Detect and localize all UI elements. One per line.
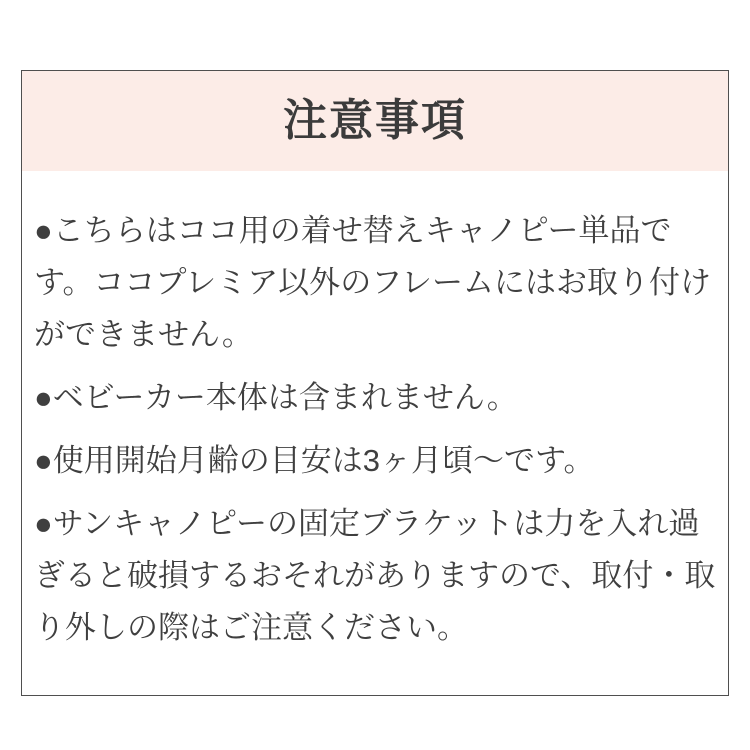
notice-item-text: こちらはココ用の着せ替えキャノピー単品です。ココプレミア以外のフレームにはお取り付けができません。	[34, 213, 712, 352]
notice-item	[34, 372, 716, 424]
notice-item	[34, 205, 716, 361]
notice-body	[22, 171, 728, 697]
bullet-icon: ●	[34, 506, 53, 541]
notice-panel	[21, 70, 729, 696]
notice-item-text: ベビーカー本体は含まれません。	[52, 380, 518, 415]
notice-item	[34, 435, 716, 487]
notice-item-text: 使用開始月齢の目安は3ヶ月頃～です。	[52, 443, 595, 478]
notice-item-text: サンキャノピーの固定ブラケットは力を入れ過ぎると破損するおそれがありますので、取付・取り外しの際はご注意ください。	[34, 506, 716, 645]
bullet-icon: ●	[34, 213, 53, 248]
notice-title: 注意事項	[283, 96, 467, 145]
bullet-icon: ●	[34, 380, 53, 415]
notice-header	[22, 71, 728, 171]
bullet-icon: ●	[34, 443, 53, 478]
notice-item	[34, 498, 716, 654]
